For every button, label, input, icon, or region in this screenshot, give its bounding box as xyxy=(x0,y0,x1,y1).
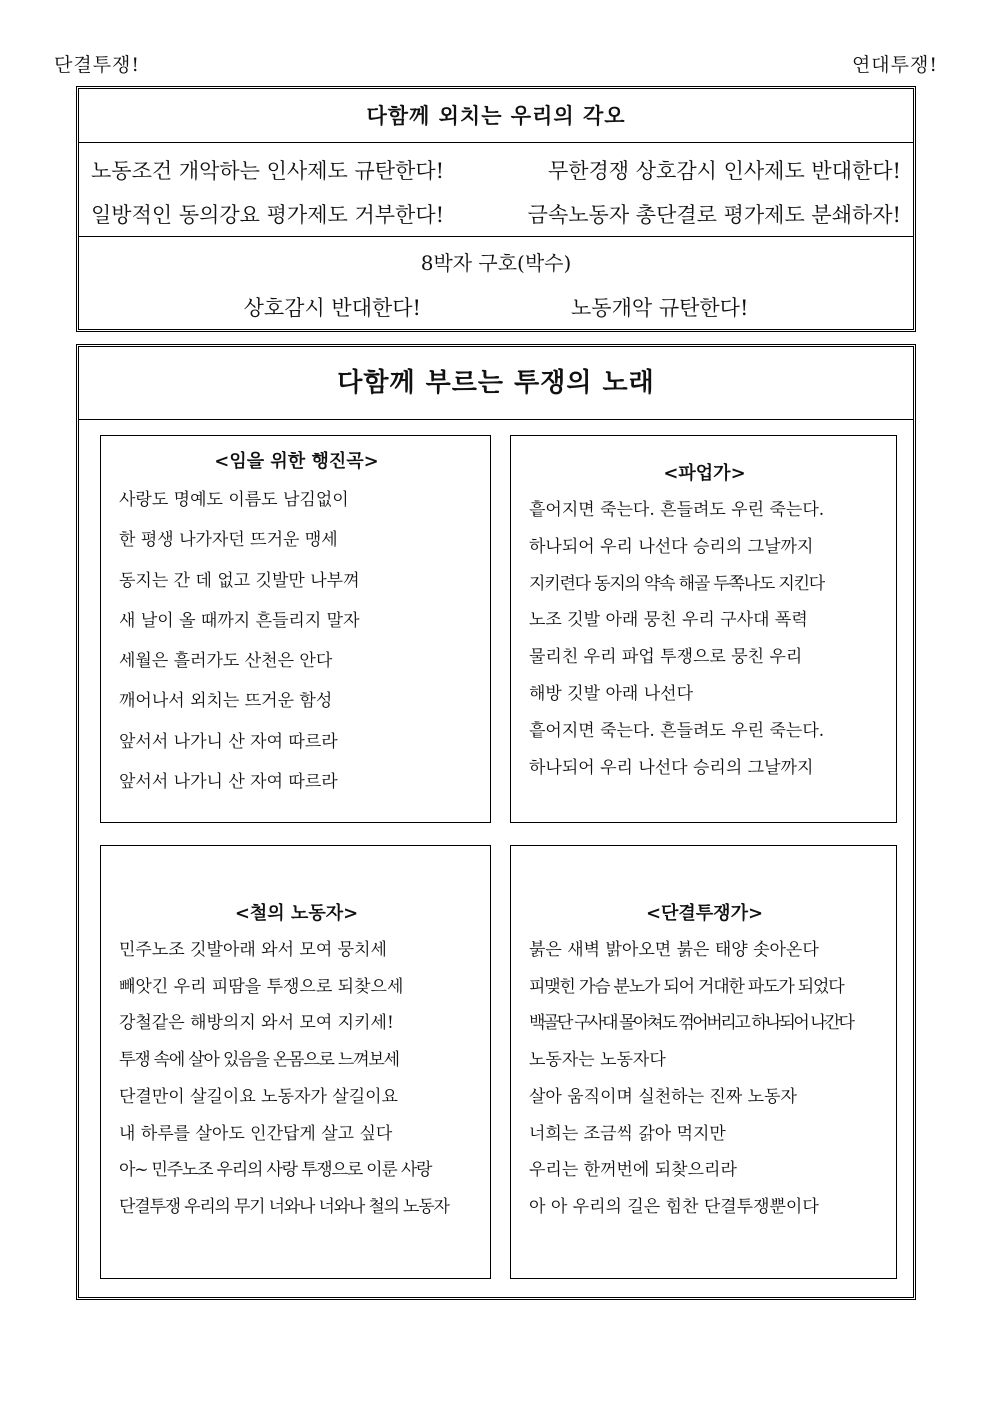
chant-title: 8박자 구호(박수) xyxy=(420,251,572,275)
lyric-line: 하나되어 우리 나선다 승리의 그날까지 xyxy=(529,536,814,557)
lyric-line: 동지는 간 데 없고 깃발만 나부껴 xyxy=(119,570,360,591)
lyric-line: 사랑도 명예도 이름도 남김없이 xyxy=(119,490,349,510)
resolution-box xyxy=(76,86,916,332)
song-title: <철의 노동자> xyxy=(234,903,359,924)
lyric-line: 아 아 우리의 길은 힘찬 단결투쟁뿐이다 xyxy=(529,1196,819,1217)
header-right-slogan: 연대투쟁! xyxy=(851,54,938,76)
resolution-slogans xyxy=(79,143,913,237)
lyric-line: 새 날이 올 때까지 흔들리지 말자 xyxy=(119,610,360,631)
lyric-line: 내 하루를 살아도 인간답게 살고 싶다 xyxy=(119,1123,393,1144)
lyric-line: 흩어지면 죽는다. 흔들려도 우린 죽는다. xyxy=(529,500,825,520)
chant-section xyxy=(79,237,913,333)
song-title: <단결투쟁가> xyxy=(645,903,764,924)
slogan: 무한경쟁 상호감시 인사제도 반대한다! xyxy=(547,159,901,183)
song-title: <임을 위한 행진곡> xyxy=(214,451,379,472)
header-left-slogan: 단결투쟁! xyxy=(54,54,141,76)
slogan: 금속노동자 총단결로 평가제도 분쇄하자! xyxy=(527,203,901,227)
lyric-line: 해방 깃발 아래 나선다 xyxy=(529,683,694,704)
slogan-line xyxy=(79,149,913,193)
lyric-line: 물리친 우리 파업 투쟁으로 뭉친 우리 xyxy=(529,647,803,668)
lyric-line: 피맺힌 가슴 분노가 되어 거대한 파도가 되었다 xyxy=(529,976,844,997)
chant: 노동개악 규탄한다! xyxy=(571,296,749,320)
lyric-line: 살아 움직이며 실천하는 진짜 노동자 xyxy=(529,1086,797,1107)
lyric-line: 백골단 구사대 몰아쳐도 꺾어버리고 하나되어 나간다 xyxy=(529,1013,853,1034)
resolution-title: 다함께 외치는 우리의 각오 xyxy=(79,89,913,143)
lyric-line: 깨어나서 외치는 뜨거운 함성 xyxy=(119,691,333,712)
lyric-line: 아~ 민주노조 우리의 사랑 투쟁으로 이룬 사랑 xyxy=(119,1160,432,1181)
lyric-line: 강철같은 해방의지 와서 모여 지키세! xyxy=(119,1013,394,1034)
lyric-line: 단결투쟁 우리의 무기 너와나 너와나 철의 노동자 xyxy=(119,1196,449,1217)
song-box-strike-song xyxy=(510,435,897,823)
lyric-line: 우리는 한꺼번에 되찾으리라 xyxy=(529,1160,737,1181)
lyric-line: 한 평생 나가자던 뜨거운 맹세 xyxy=(119,530,338,551)
lyric-line: 앞서서 나가니 산 자여 따르라 xyxy=(119,772,338,793)
lyric-line: 붉은 새벽 밝아오면 붉은 태양 솟아온다 xyxy=(529,940,819,960)
lyric-line: 투쟁 속에 살아 있음을 온몸으로 느껴보세 xyxy=(119,1050,399,1071)
lyric-line: 노동자는 노동자다 xyxy=(529,1050,666,1071)
lyric-line: 너희는 조금씩 갉아 먹지만 xyxy=(529,1123,726,1144)
lyric-line: 지키련다 동지의 약속 해골 두쪽나도 지킨다 xyxy=(529,573,825,594)
song-box-march-for-beloved xyxy=(100,435,491,823)
chant: 상호감시 반대한다! xyxy=(243,296,421,320)
lyric-line: 민주노조 깃발아래 와서 모여 뭉치세 xyxy=(119,940,387,960)
lyric-line: 빼앗긴 우리 피땀을 투쟁으로 되찾으세 xyxy=(119,976,404,997)
lyric-line: 흩어지면 죽는다. 흔들려도 우린 죽는다. xyxy=(529,720,825,741)
lyric-line: 세월은 흘러가도 산천은 안다 xyxy=(119,651,333,672)
lyric-line: 단결만이 살길이요 노동자가 살길이요 xyxy=(119,1086,398,1107)
song-box-solidarity-struggle xyxy=(510,845,897,1279)
song-box-iron-worker xyxy=(100,845,491,1279)
lyric-line: 하나되어 우리 나선다 승리의 그날까지 xyxy=(529,757,814,778)
lyric-line: 앞서서 나가니 산 자여 따르라 xyxy=(119,731,338,752)
slogan-line xyxy=(79,193,913,237)
songs-section-title: 다함께 부르는 투쟁의 노래 xyxy=(79,347,913,420)
chant-line xyxy=(79,283,913,333)
slogan: 일방적인 동의강요 평가제도 거부한다! xyxy=(91,203,445,227)
lyric-line: 노조 깃발 아래 뭉친 우리 구사대 폭력 xyxy=(529,610,808,631)
songs-box xyxy=(76,344,916,1300)
slogan: 노동조건 개악하는 인사제도 규탄한다! xyxy=(91,159,445,183)
song-title: <파업가> xyxy=(663,463,746,484)
